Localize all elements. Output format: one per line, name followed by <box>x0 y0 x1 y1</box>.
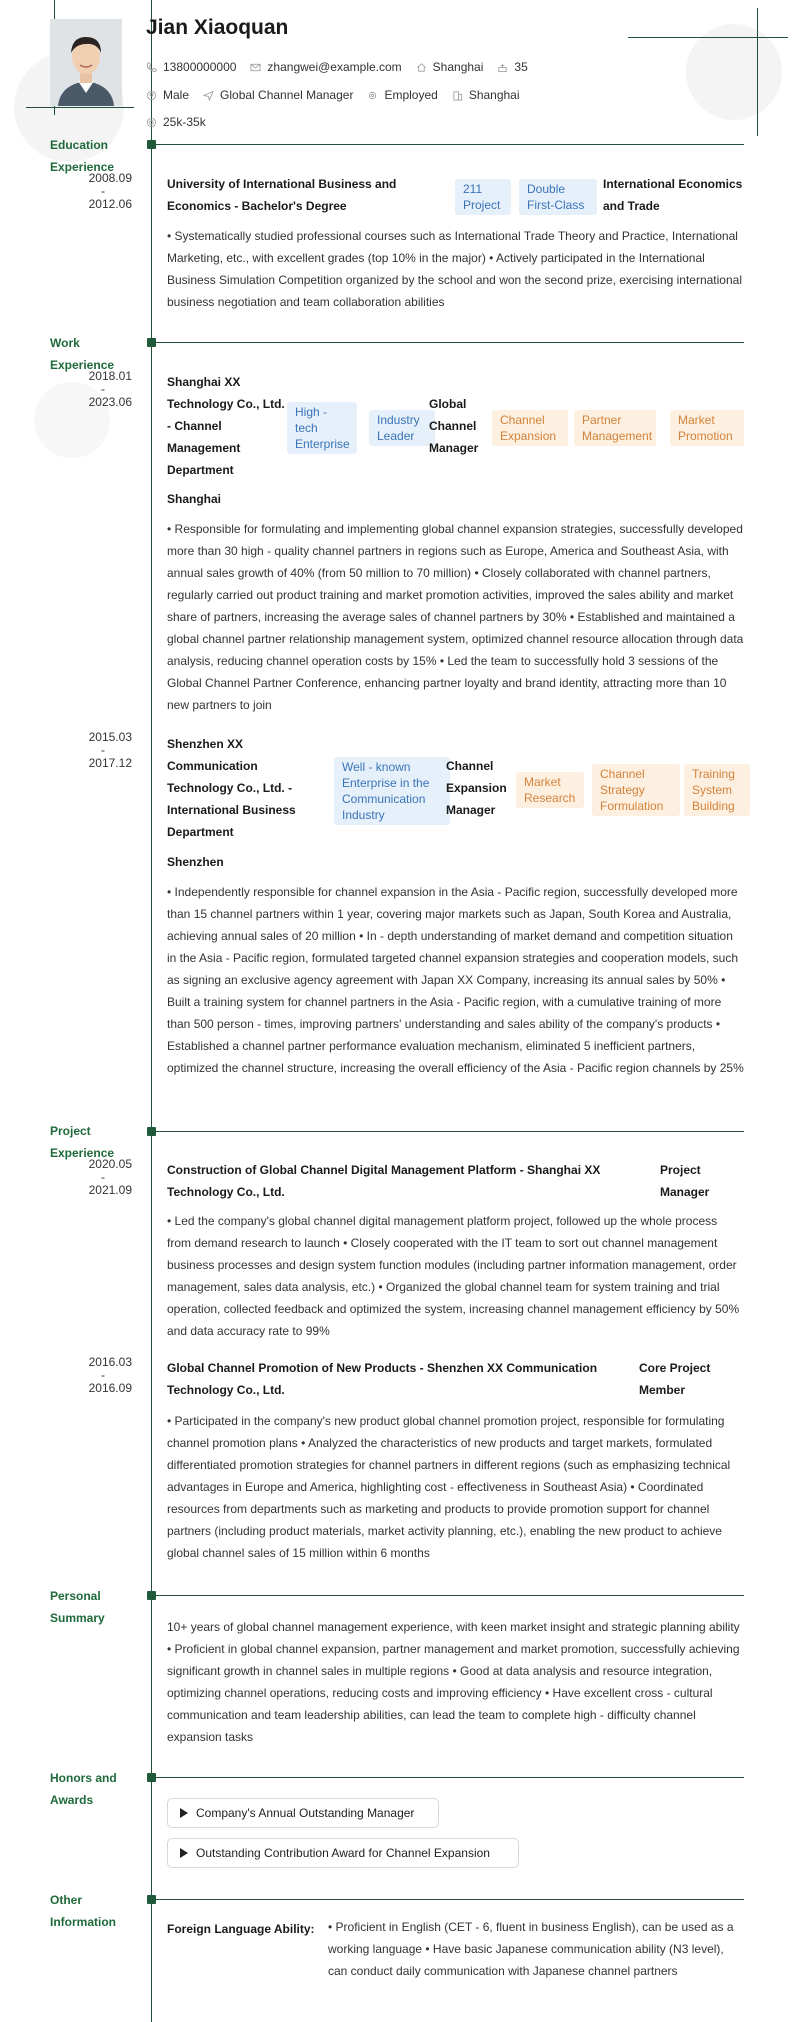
avatar <box>50 19 122 106</box>
section-marker <box>147 140 156 149</box>
location <box>416 60 484 74</box>
phone-value: 13800000000 <box>163 60 237 74</box>
work-role: Channel Expansion Manager <box>446 759 507 817</box>
timeline-axis <box>151 0 152 2022</box>
city-value: Shanghai <box>468 88 520 102</box>
mail-icon <box>250 62 261 73</box>
status <box>367 88 437 102</box>
skill-tag: Market Promotion <box>670 410 744 446</box>
award-label: Outstanding Contribution Award for Channel Expansion <box>196 1846 490 1860</box>
section-title-other: Other Information <box>50 1893 116 1929</box>
section-title-summary: Personal Summary <box>50 1589 105 1625</box>
section-divider <box>156 342 744 343</box>
date-end: 2012.06 <box>88 197 132 211</box>
gender-value: Male <box>163 88 190 102</box>
work-description: • Independently responsible for channel expansion in the Asia - Pacific region, successfully developed more than 15 channel partners within 1 year, covering major markets such as Japan, South Korea and Australia, achieving annual sales of 20 million • In - depth understanding of market demand and competition situation in the Asia - Pacific region, formulated targeted channel expansion strategies and cooperation models, such as signing an exclusive agency agreement with Japan XX Company, increasing its annual sales by 50% • Built a training system for channel partners in the Asia - Pacific region, with a cumulative training of more than 500 person - times, improving partners' understanding and sales ability of the company's products • Established a channel partner performance evaluation mechanism, eliminated 5 inefficient partners, optimized the channel structure, increasing the overall efficiency of the Asia - Pacific region channels by 25% <box>167 885 744 1075</box>
section-divider <box>156 144 744 145</box>
city <box>452 88 520 102</box>
user-icon <box>146 90 157 101</box>
section-marker <box>147 1591 156 1600</box>
summary-text: 10+ years of global channel management experience, with keen market insight and strategic planning ability • Proficient in global channel expansion, partner management and market promotion, successfully achieving significant growth in channel sales in multiple regions • Good at data analysis and resource integration, optimizing channel operations, reducing costs and improving efficiency • Have excellent cross - cultural communication and team leadership abilities, can lead the team to complete high - difficulty channel expansion tasks <box>167 1620 740 1744</box>
project-date: 2020.05 - 2021.09 <box>88 1157 132 1197</box>
work-date: 2018.01 - 2023.06 <box>88 369 132 409</box>
skill-tag: Channel Expansion <box>492 410 568 446</box>
status-value: Employed <box>384 88 438 102</box>
award-item[interactable] <box>167 1838 519 1868</box>
education-date: 2008.09 - 2012.06 <box>88 171 132 211</box>
date-start: 2016.03 <box>88 1355 132 1369</box>
skill-tag: Channel Strategy Formulation <box>592 764 680 816</box>
date-start: 2020.05 <box>88 1157 132 1171</box>
caret-right-icon <box>180 1848 188 1858</box>
section-divider <box>156 1595 744 1596</box>
send-icon <box>203 90 214 101</box>
other-label: Foreign Language Ability: <box>167 1922 315 1936</box>
date-end: 2017.12 <box>88 756 132 770</box>
date-end: 2023.06 <box>88 395 132 409</box>
company-tag: Well - known Enterprise in the Communication Industry <box>334 757 450 825</box>
section-divider <box>156 1777 744 1778</box>
project-date: 2016.03 - 2016.09 <box>88 1355 132 1395</box>
date-end: 2016.09 <box>88 1381 132 1395</box>
skill-tag: Partner Management <box>574 410 656 446</box>
position-value: Global Channel Manager <box>220 88 354 102</box>
decorative-line <box>757 8 758 136</box>
work-city: Shenzhen <box>167 855 224 869</box>
project-role: Core Project Member <box>639 1361 711 1397</box>
position <box>203 88 353 102</box>
skill-tag: Training System Building <box>684 764 750 816</box>
work-description: • Responsible for formulating and implementing global channel expansion strategies, successfully developed more than 30 high - quality channel partners in regions such as Europe, America and Southeast Asia, with annual sales growth of 40% (from 50 million to 70 million) • Closely collaborated with channel partners, regularly carried out product training and market promotion activities, improved the sales ability and market share of partners, increasing the average sales of channel partners by 30% • Established and maintained a global channel partner relationship management system, optimized channel resource allocation through data analysis, reducing channel operation costs by 15% • Led the team to successfully hold 3 sessions of the Global Channel Partner Conference, enhancing partner loyalty and brand identity, attracting more than 10 new partners to join <box>167 522 744 712</box>
candidate-name: Jian Xiaoquan <box>146 16 289 39</box>
work-company: Shenzhen XX Communication Technology Co., Ltd. - International Business Department <box>167 737 296 839</box>
education-description: • Systematically studied professional courses such as International Trade Theory and Practice, International Marketing, etc., with excellent grades (top 10% in the major) • Actively participated in the International Business Simulation Competition organized by the school and won the second prize, exercising international business negotiation and team collaboration abilities <box>167 229 742 309</box>
award-item[interactable] <box>167 1798 439 1828</box>
decorative-line <box>628 37 788 38</box>
salary-row <box>146 115 206 129</box>
project-title: Global Channel Promotion of New Products - Shenzhen XX Communication Technology Co., Ltd. <box>167 1361 598 1397</box>
phone <box>146 60 236 74</box>
company-tag: High - tech Enterprise <box>287 402 357 454</box>
education-major: International Economics and Trade <box>603 177 743 213</box>
decorative-line <box>26 107 134 108</box>
award-label: Company's Annual Outstanding Manager <box>196 1806 415 1820</box>
profile-row <box>146 88 520 102</box>
clock-icon <box>146 117 157 128</box>
section-marker <box>147 1127 156 1136</box>
section-divider <box>156 1131 744 1132</box>
age <box>497 60 527 74</box>
other-value: • Proficient in English (CET - 6, fluent in business English), can be used as a working language • Have basic Japanese communication ability (N3 level), can conduct daily communication with Japanese channel partners <box>328 1920 734 1978</box>
section-title-education: Education Experience <box>50 138 115 174</box>
work-role: Global Channel Manager <box>429 397 479 455</box>
salary-value: 25k-35k <box>163 115 206 129</box>
project-title: Construction of Global Channel Digital Management Platform - Shanghai XX Technology Co., Ltd. <box>167 1163 601 1199</box>
email <box>250 60 401 74</box>
gender <box>146 88 189 102</box>
phone-icon <box>146 62 157 73</box>
section-title-project: Project Experience <box>50 1124 115 1160</box>
education-tag: 211 Project <box>455 179 511 215</box>
location-value: Shanghai <box>432 60 484 74</box>
work-company: Shanghai XX Technology Co., Ltd. - Channel Management Department <box>167 375 285 477</box>
home-icon <box>416 62 427 73</box>
age-value: 35 <box>514 60 528 74</box>
gear-icon <box>367 90 378 101</box>
section-title-honors: Honors and Awards <box>50 1771 117 1807</box>
section-marker <box>147 338 156 347</box>
date-start: 2008.09 <box>88 171 132 185</box>
decorative-circle <box>686 24 782 120</box>
education-title: University of International Business and Economics - Bachelor's Degree <box>167 177 397 213</box>
section-marker <box>147 1895 156 1904</box>
salary <box>146 115 206 129</box>
section-divider <box>156 1899 744 1900</box>
cake-icon <box>497 62 508 73</box>
section-title-work: Work Experience <box>50 336 115 372</box>
project-description: • Led the company's global channel digital management platform project, followed up the whole process from demand research to launch • Closely cooperated with the IT team to sort out channel management business processes and design system function modules (including partner information management, order management, sales data analysis, etc.) • Organized the global channel team for system training and trial operation, collected feedback and optimized the system, increasing channel management efficiency by 50% and data accuracy rate to 99% <box>167 1214 740 1338</box>
project-role: Project Manager <box>660 1163 710 1199</box>
contact-row <box>146 60 528 74</box>
education-tag: Double First-Class <box>519 179 597 215</box>
date-start: 2015.03 <box>88 730 132 744</box>
skill-tag: Market Research <box>516 772 584 808</box>
project-description: • Participated in the company's new product global channel promotion project, responsible for formulating channel promotion plans • Analyzed the characteristics of new products and target markets, formulated differentiated promotion strategies for channel partners in different regions (such as emphasizing technical advantages in Europe and America, highlighting cost - effectiveness in Southeast Asia) • Coordinated resources from departments such as marketing and products to provide promotion support for channel partners (including product materials, market activity planning, etc.), enabling the new product to achieve global channel sales of 15 million within 6 months <box>167 1414 731 1560</box>
work-city: Shanghai <box>167 492 222 506</box>
work-date: 2015.03 - 2017.12 <box>88 730 132 770</box>
company-tag: Industry Leader <box>369 410 435 446</box>
date-start: 2018.01 <box>88 369 132 383</box>
email-value: zhangwei@example.com <box>267 60 402 74</box>
date-end: 2021.09 <box>88 1183 132 1197</box>
building-icon <box>452 90 463 101</box>
section-marker <box>147 1773 156 1782</box>
caret-right-icon <box>180 1808 188 1818</box>
